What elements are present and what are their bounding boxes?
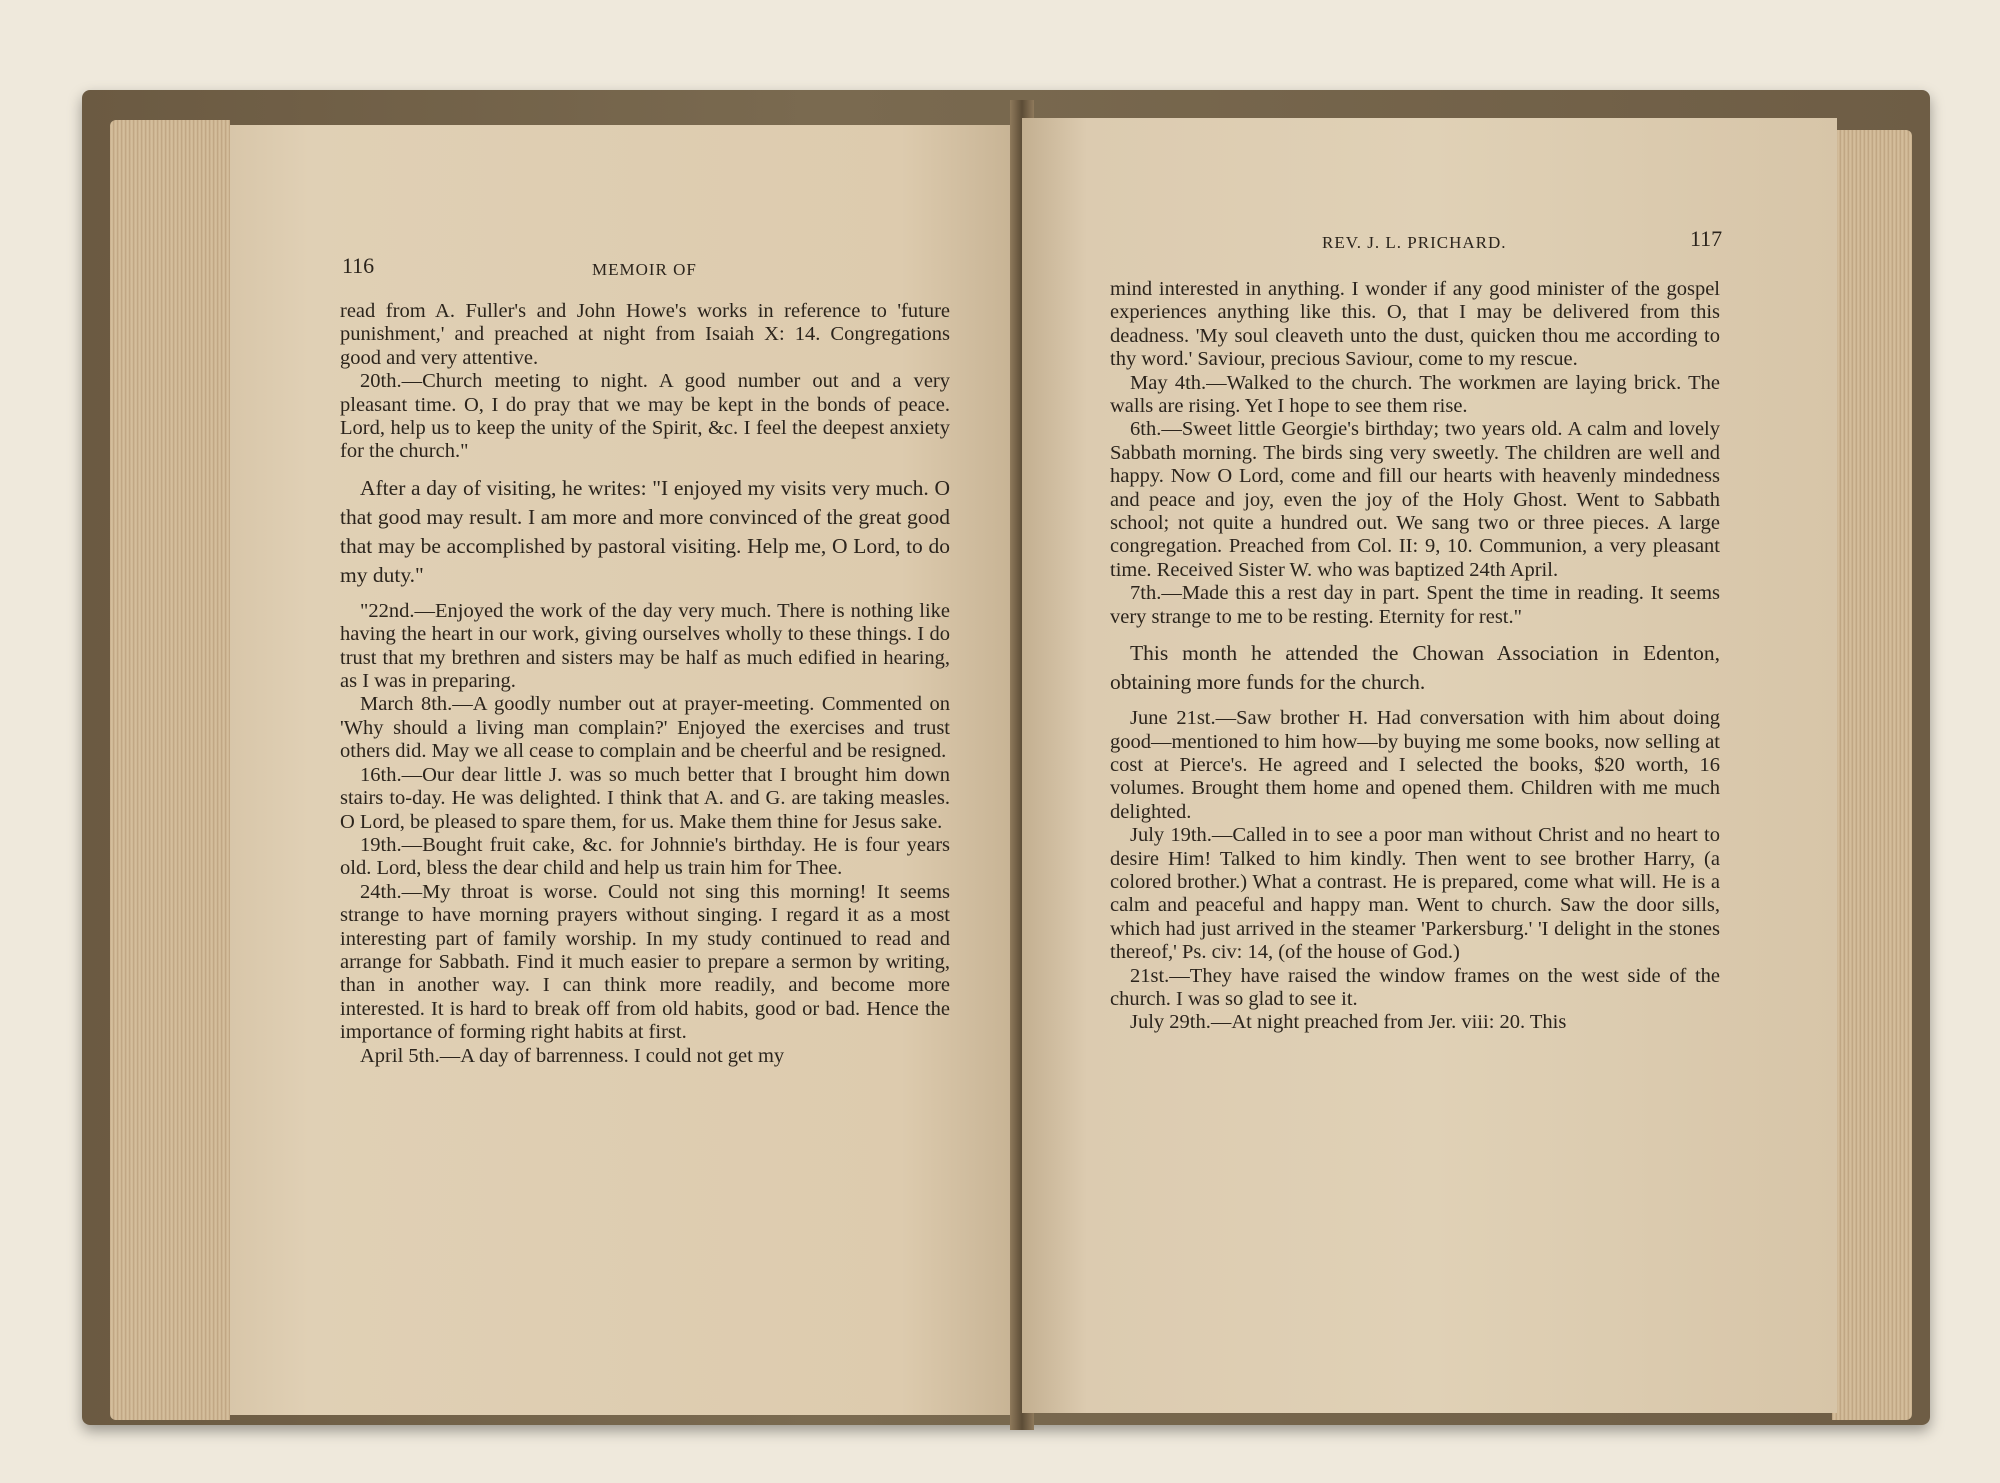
paragraph: 21st.—They have raised the window frames on the west side of the church. I was so glad to see it.: [1110, 964, 1720, 1010]
paragraph: This month he attended the Chowan Association in Edenton, obtaining more funds for the church.: [1110, 641, 1720, 695]
page-number-left: 116: [342, 253, 375, 278]
paragraph: After a day of visiting, he writes: "I enjoyed my visits very much. O that good may result. I am more and more convinced of the great good that may be accomplished by pastoral visiting. Help me, O Lord, to do my duty.": [340, 475, 950, 587]
paragraph: April 5th.—A day of barrenness. I could not get my: [360, 1044, 785, 1067]
paragraph: "22nd.—Enjoyed the work of the day very much. There is nothing like having the heart in our work, giving ourselves wholly to these things. I do trust that my brethren and sisters may be half as much edified in hearing, as I was in preparing.: [340, 599, 950, 693]
page-number-right: 117: [1690, 226, 1723, 251]
paragraph: read from A. Fuller's and John Howe's works in reference to 'future punishment,' and preached at night from Isaiah X: 14. Congregations good and very attentive.: [340, 300, 950, 369]
paragraph: mind interested in anything. I wonder if any good minister of the gospel experiences anything like this. O, that I may be delivered from this deadness. 'My soul cleaveth unto the dust, quicken thou me according to thy word.' Saviour, precious Saviour, come to my rescue.: [1110, 278, 1720, 371]
left-page-body: [340, 300, 950, 1068]
left-page: [230, 125, 1020, 1415]
paragraph: July 29th.—At night preached from Jer. viii: 20. This: [1130, 1011, 1567, 1034]
right-page: [1022, 118, 1837, 1413]
paragraph: 20th.—Church meeting to night. A good number out and a very pleasant time. O, I do pray that we may be kept in the bonds of peace. Lord, help us to keep the unity of the Spirit, &c. I feel the deepest anxiety for the church.": [340, 370, 950, 463]
paragraph: 19th.—Bought fruit cake, &c. for Johnnie's birthday. He is four years old. Lord, bless the dear child and help us train him for Thee.: [340, 833, 950, 880]
paragraph: 6th.—Sweet little Georgie's birthday; two years old. A calm and lovely Sabbath morning. The birds sing very sweetly. The children are well and happy. Now O Lord, come and fill our hearts with heavenly mindedness and peace and joy, even the joy of the Holy Ghost. Went to Sabbath school; not quite a hundred out. We sang two or three pieces. A large congregation. Preached from Col. II: 9, 10. Communion, a very pleasant time. Received Sister W. who was baptized 24th April.: [1110, 418, 1720, 581]
paragraph: June 21st.—Saw brother H. Had conversation with him about doing good—mentioned to him how—by buying me some books, now selling at cost at Pierce's. He agreed and I selected the books, $20 worth, 16 volumes. Brought them home and opened them. Children with me much delighted.: [1110, 707, 1720, 823]
paragraph: May 4th.—Walked to the church. The workmen are laying brick. The walls are rising. Yet I hope to see them rise.: [1110, 371, 1720, 418]
page-edges-right: [1832, 130, 1912, 1420]
paragraph: July 19th.—Called in to see a poor man without Christ and no heart to desire Him! Talked to him kindly. Then went to see brother Harry, (a colored brother.) What a contrast. He is prepared, come what will. He is a calm and peaceful and happy man. Went to church. Saw the door sills, which had just arrived in the steamer 'Parkersburg.' 'I delight in the stones thereof,' Ps. civ: 14, (of the house of God.): [1110, 824, 1720, 964]
right-page-body: [1110, 278, 1720, 1035]
paragraph: 24th.—My throat is worse. Could not sing this morning! It seems strange to have morning prayers without singing. I regard it as a most interesting part of family worship. In my study continued to read and arrange for Sabbath. Find it much easier to prepare a sermon by writing, than in another way. I can think more readily, and become more interested. It is hard to break off from old habits, good or bad. Hence the importance of forming right habits at first.: [340, 880, 950, 1044]
running-header-left: MEMOIR OF: [592, 260, 697, 279]
running-header-right: REV. J. L. PRICHARD.: [1322, 233, 1507, 252]
paragraph: 16th.—Our dear little J. was so much better that I brought him down stairs to-day. He was delighted. I think that A. and G. are taking measles. O Lord, be pleased to spare them, for us. Make them thine for Jesus sake.: [340, 763, 950, 833]
page-edges-left: [110, 120, 230, 1420]
paragraph: 7th.—Made this a rest day in part. Spent the time in reading. It seems very strange to me to be resting. Eternity for rest.": [1110, 582, 1720, 628]
paragraph: March 8th.—A goodly number out at prayer-meeting. Commented on 'Why should a living man complain?' Enjoyed the exercises and trust others did. May we all cease to complain and be cheerful and be resigned.: [340, 693, 950, 763]
